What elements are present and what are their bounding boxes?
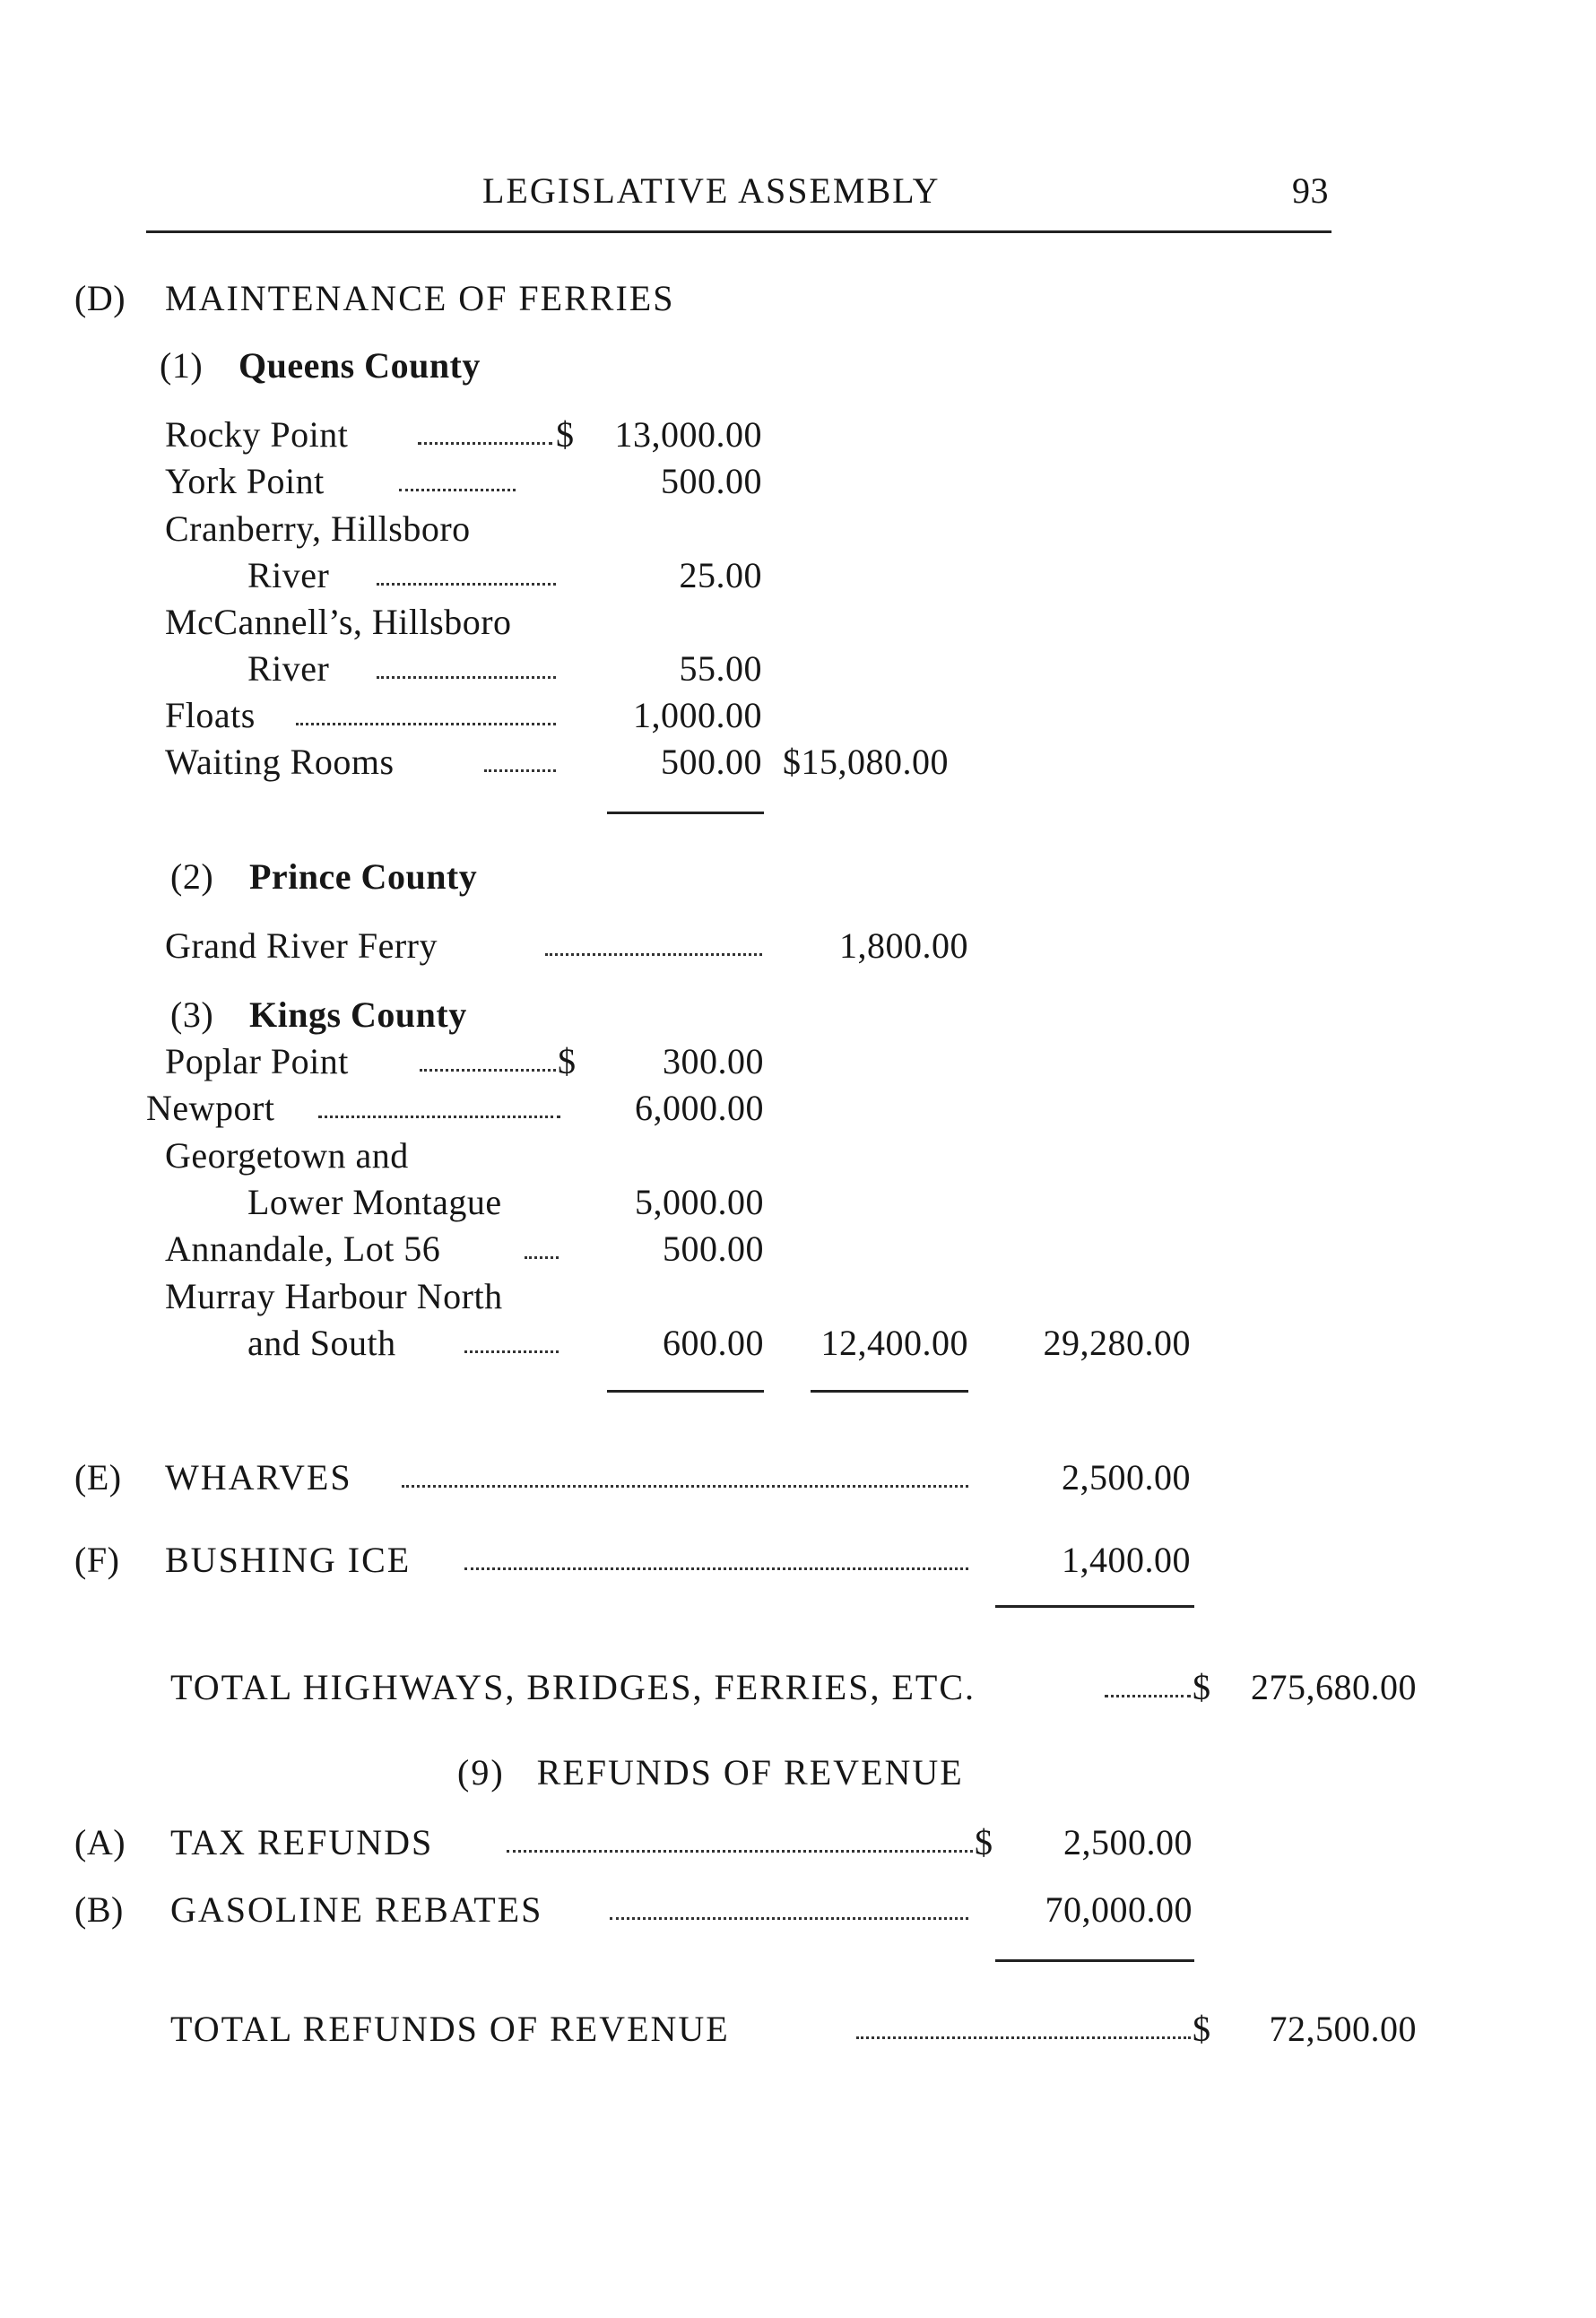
leader-dots — [420, 1069, 556, 1072]
leader-dots — [525, 1256, 559, 1259]
refunds-heading: (9) REFUNDS OF REVENUE — [457, 1752, 964, 1793]
section-e-label: (E) — [74, 1457, 122, 1498]
running-header-title: LEGISLATIVE ASSEMBLY — [482, 170, 941, 211]
prince-item-amount: 1,800.00 — [839, 925, 968, 966]
leader-dots — [318, 1116, 560, 1118]
queens-total: $15,080.00 — [783, 742, 949, 782]
currency-sign: $ — [975, 1822, 993, 1862]
section-e-title: WHARVES — [165, 1457, 352, 1498]
leader-dots — [377, 676, 556, 679]
subtotal-rule — [607, 812, 764, 814]
queens-item-amount: 25.00 — [679, 555, 762, 595]
queens-item-label: Cranberry, Hillsboro — [165, 508, 471, 549]
total-highways-label: TOTAL HIGHWAYS, BRIDGES, FERRIES, ETC. — [170, 1667, 976, 1707]
section-f-amount: 1,400.00 — [1062, 1540, 1191, 1580]
leader-dots — [1105, 1695, 1191, 1697]
queens-item-label: Waiting Rooms — [165, 742, 395, 782]
total-refunds-amount: 72,500.00 — [1269, 2009, 1417, 2049]
queens-item-label: York Point — [165, 461, 325, 501]
ferries-total: 29,280.00 — [1043, 1323, 1191, 1363]
kings-item-amount: 600.00 — [663, 1323, 764, 1363]
leader-dots — [484, 769, 556, 772]
section-f-label: (F) — [74, 1540, 120, 1580]
kings-item-amount: 300.00 — [663, 1041, 764, 1081]
leader-dots — [856, 2036, 1191, 2039]
leader-dots — [402, 1485, 968, 1488]
queens-item-label-continued: River — [247, 648, 330, 689]
queens-item-amount: 13,000.00 — [614, 414, 762, 455]
leader-dots — [399, 489, 516, 491]
prince-number: (2) — [170, 856, 214, 897]
section-e-amount: 2,500.00 — [1062, 1457, 1191, 1498]
section-d-title: MAINTENANCE OF FERRIES — [165, 278, 675, 318]
queens-item-amount: 500.00 — [661, 461, 762, 501]
kings-item-label: Murray Harbour North — [165, 1276, 503, 1316]
queens-item-amount: 500.00 — [661, 742, 762, 782]
currency-sign: $ — [556, 414, 575, 455]
refund-a-label: (A) — [74, 1822, 126, 1862]
kings-item-amount: 500.00 — [663, 1228, 764, 1269]
kings-item-label: Newport — [146, 1088, 275, 1128]
leader-dots — [545, 953, 762, 956]
section-d-label: (D) — [74, 278, 126, 318]
refund-b-label: (B) — [74, 1889, 124, 1930]
prince-item-label: Grand River Ferry — [165, 925, 438, 966]
kings-item-label-continued: and South — [247, 1323, 396, 1363]
refund-b-title: GASOLINE REBATES — [170, 1889, 543, 1930]
queens-item-amount: 55.00 — [679, 648, 762, 689]
page-number: 93 — [1292, 170, 1329, 211]
kings-item-label-continued: Lower Montague — [247, 1182, 502, 1222]
kings-item-label: Annandale, Lot 56 — [165, 1228, 441, 1269]
header-rule — [146, 230, 1331, 233]
leader-dots — [610, 1917, 968, 1920]
kings-item-label: Poplar Point — [165, 1041, 349, 1081]
leader-dots — [464, 1567, 968, 1570]
currency-sign: $ — [1193, 1667, 1211, 1707]
section-f-title: BUSHING ICE — [165, 1540, 412, 1580]
queens-item-label: Rocky Point — [165, 414, 349, 455]
kings-item-label: Georgetown and — [165, 1135, 409, 1176]
total-refunds-label: TOTAL REFUNDS OF REVENUE — [170, 2009, 730, 2049]
kings-item-amount: 5,000.00 — [635, 1182, 764, 1222]
kings-heading: Kings County — [249, 994, 467, 1035]
queens-item-label: Floats — [165, 695, 256, 735]
queens-heading: Queens County — [239, 345, 481, 386]
leader-dots — [418, 442, 552, 445]
leader-dots — [464, 1350, 559, 1353]
currency-sign: $ — [558, 1041, 577, 1081]
total-highways-amount: 275,680.00 — [1251, 1667, 1417, 1707]
prince-heading: Prince County — [249, 856, 478, 897]
queens-item-amount: 1,000.00 — [633, 695, 762, 735]
subtotal-rule — [811, 1390, 968, 1393]
queens-item-label-continued: River — [247, 555, 330, 595]
leader-dots — [377, 583, 556, 586]
subtotal-rule — [995, 1959, 1194, 1962]
refund-b-amount: 70,000.00 — [1045, 1889, 1193, 1930]
kings-total: 12,400.00 — [820, 1323, 968, 1363]
queens-item-label: McCannell’s, Hillsboro — [165, 602, 512, 642]
refund-a-amount: 2,500.00 — [1063, 1822, 1193, 1862]
queens-number: (1) — [160, 345, 204, 386]
leader-dots — [296, 723, 556, 725]
leader-dots — [507, 1850, 973, 1853]
refund-a-title: TAX REFUNDS — [170, 1822, 434, 1862]
subtotal-rule — [607, 1390, 764, 1393]
subtotal-rule — [995, 1605, 1194, 1608]
currency-sign: $ — [1193, 2009, 1211, 2049]
kings-item-amount: 6,000.00 — [635, 1088, 764, 1128]
kings-number: (3) — [170, 994, 214, 1035]
